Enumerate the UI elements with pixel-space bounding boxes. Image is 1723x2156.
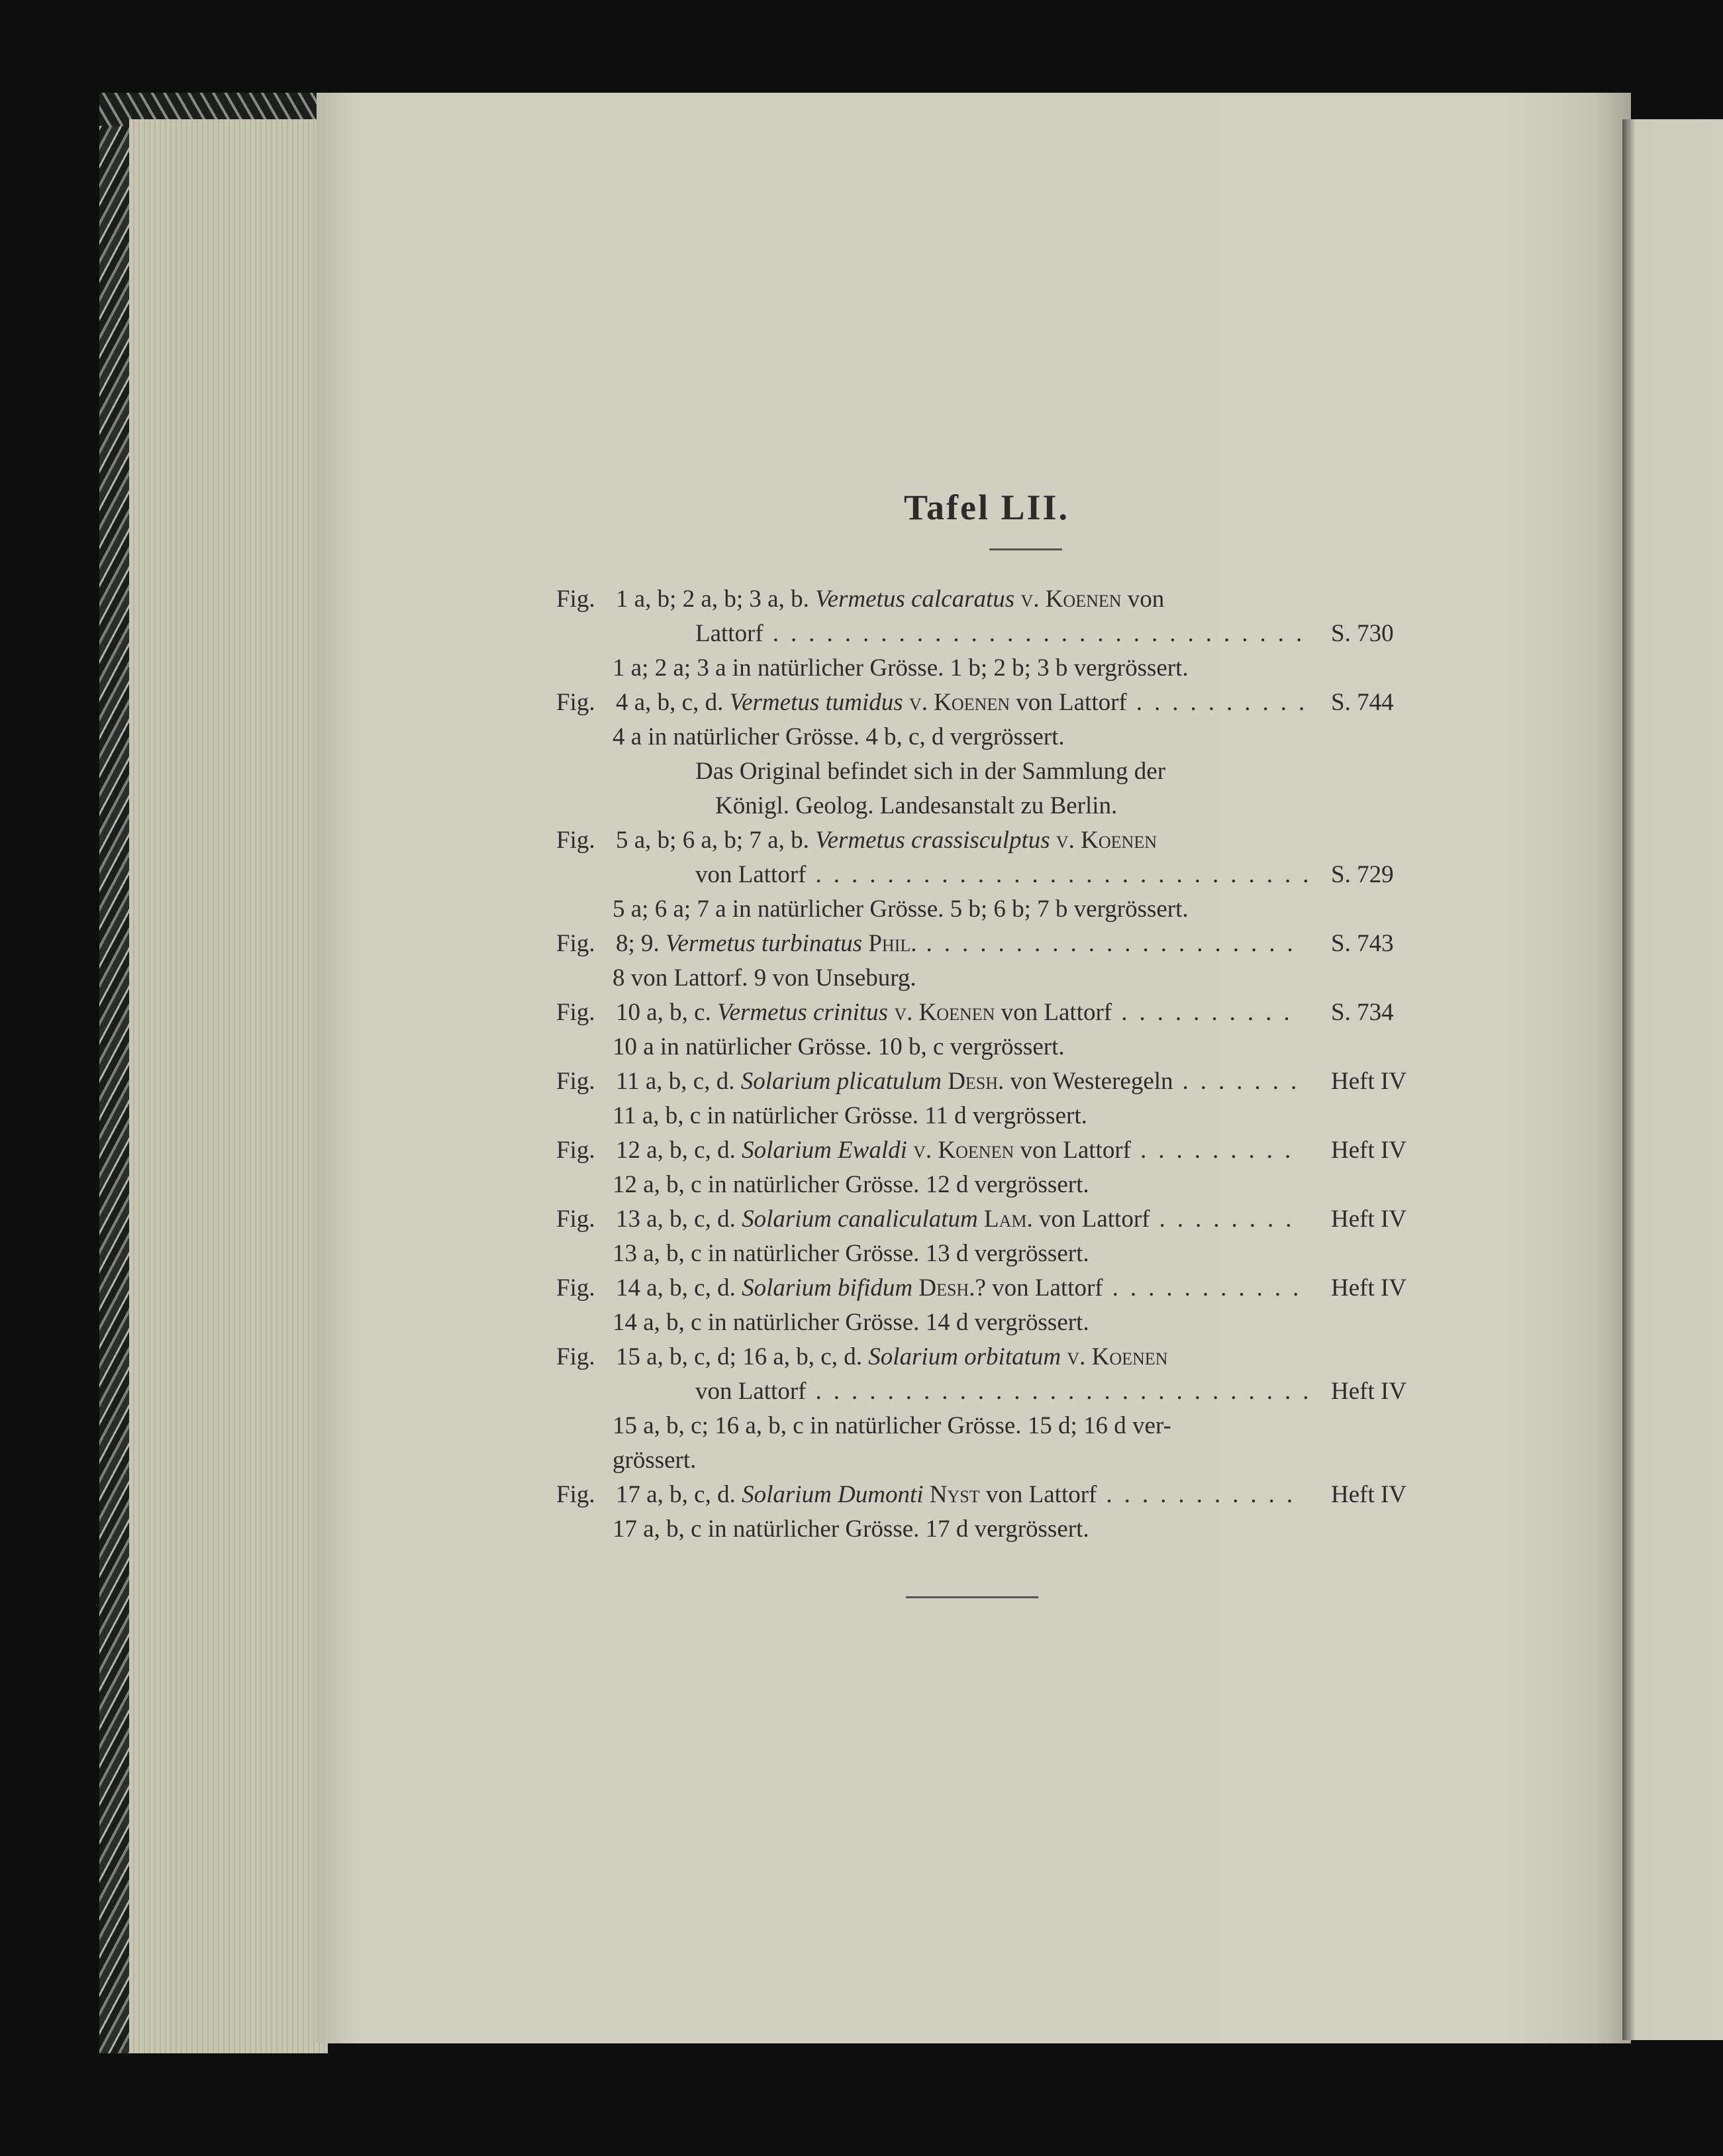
text-line	[556, 720, 1417, 754]
figure-numbers	[616, 823, 1157, 858]
page-reference: Heft IV	[1331, 1274, 1407, 1302]
page-reference: Heft IV	[1331, 1068, 1407, 1095]
figure-number-list: 4 a, b, c, d.	[616, 689, 724, 716]
text-line	[556, 1202, 1417, 1237]
page-reference: Heft IV	[1331, 1378, 1407, 1405]
plate-title: Tafel LII.	[903, 488, 1070, 527]
text-line	[556, 1374, 1417, 1409]
text-line	[556, 789, 1417, 823]
size-note: 8 von Lattorf. 9 von Unseburg.	[613, 964, 916, 992]
size-note: 13 a, b, c in natürlicher Grösse. 13 d vergrössert.	[613, 1240, 1089, 1267]
size-note: 5 a; 6 a; 7 a in natürlicher Grösse. 5 b; 6 b; 7 b vergrössert.	[613, 896, 1189, 923]
figure-number-list: 14 a, b, c, d.	[616, 1274, 736, 1302]
figure-number-list: 5 a, b; 6 a, b; 7 a, b.	[616, 827, 809, 854]
locality: von Lattorf	[1038, 1206, 1150, 1233]
text-line	[556, 1306, 1417, 1340]
species-author: v. Koenen	[894, 999, 995, 1026]
text-line	[556, 1099, 1417, 1133]
species-name: Vermetus crinitus	[717, 999, 889, 1026]
page-reference: Heft IV	[1331, 1206, 1407, 1233]
size-note: 1 a; 2 a; 3 a in natürlicher Grösse. 1 b; 2 b; 3 b vergrössert.	[613, 654, 1189, 682]
species-name: Solarium Dumonti	[742, 1481, 924, 1508]
figure-numbers	[616, 686, 1127, 720]
page-reference: S. 744	[1331, 689, 1394, 716]
species-name: Solarium plicatulum	[740, 1068, 942, 1095]
continuation: Lattorf	[695, 620, 763, 647]
figure-entry	[556, 1064, 1417, 1133]
text-line	[556, 996, 1417, 1030]
species-name: Vermetus turbinatus	[665, 930, 863, 957]
species-author: v. Koenen	[1067, 1343, 1168, 1370]
species-name: Solarium orbitatum	[868, 1343, 1061, 1370]
figure-numbers	[616, 1340, 1167, 1374]
figure-numbers	[616, 1271, 1103, 1306]
species-name: Vermetus crassisculptus	[815, 827, 1050, 854]
size-note: 12 a, b, c in natürlicher Grösse. 12 d vergrössert.	[613, 1171, 1089, 1198]
text-line	[556, 617, 1417, 651]
size-note: 15 a, b, c; 16 a, b, c in natürlicher Grösse. 15 d; 16 d ver-	[613, 1412, 1171, 1439]
species-author: Lam.	[983, 1206, 1033, 1233]
text-line	[556, 1030, 1417, 1064]
figure-entry	[556, 1202, 1417, 1271]
locality: von Lattorf	[1016, 689, 1127, 716]
figure-entry	[556, 927, 1417, 996]
text-line	[556, 686, 1417, 720]
leader-dots: ............................	[815, 861, 1321, 888]
size-note: 4 a in natürlicher Grösse. 4 b, c, d vergrössert.	[613, 723, 1065, 750]
text-line	[556, 1237, 1417, 1271]
fig-label: Fig.	[556, 1274, 595, 1302]
page-reference: Heft IV	[1331, 1481, 1407, 1508]
size-note: 14 a, b, c in natürlicher Grösse. 14 d vergrössert.	[613, 1309, 1089, 1336]
figure-entry	[556, 996, 1417, 1064]
species-author: Desh.	[948, 1068, 1005, 1095]
collection-note: Das Original befindet sich in der Sammlung der	[695, 758, 1166, 785]
figure-number-list: 11 a, b, c, d.	[616, 1068, 735, 1095]
figure-number-list: 13 a, b, c, d.	[616, 1206, 736, 1233]
leader-dots: .....................	[926, 930, 1305, 957]
text-line	[556, 823, 1417, 858]
fig-label: Fig.	[556, 586, 595, 613]
fig-label: Fig.	[556, 827, 595, 854]
locality: von Lattorf	[992, 1274, 1103, 1302]
page-reference: S. 730	[1331, 620, 1394, 647]
page-reference: Heft IV	[1331, 1137, 1407, 1164]
figure-numbers	[616, 1064, 1173, 1099]
fig-label: Fig.	[556, 1481, 595, 1508]
text-line	[556, 1064, 1417, 1099]
locality: von Lattorf	[985, 1481, 1097, 1508]
figure-numbers	[616, 582, 1164, 617]
fig-label: Fig.	[556, 1068, 595, 1095]
size-note: grössert.	[613, 1447, 697, 1474]
figure-numbers	[616, 996, 1112, 1030]
facing-page-edge	[1622, 119, 1723, 2040]
fig-label: Fig.	[556, 999, 595, 1026]
closing-rule	[906, 1596, 1038, 1598]
page-reference: S. 729	[1331, 861, 1394, 888]
leader-dots: ............................	[815, 1378, 1321, 1405]
species-author: Nyst	[929, 1481, 980, 1508]
size-note: 17 a, b, c in natürlicher Grösse. 17 d vergrössert.	[613, 1515, 1089, 1543]
leader-dots: ...........	[1112, 1274, 1311, 1302]
page-reference: S. 743	[1331, 930, 1394, 957]
text-line	[556, 858, 1417, 892]
locality: von	[1127, 586, 1165, 613]
species-name: Vermetus calcaratus	[815, 586, 1015, 613]
figure-number-list: 17 a, b, c, d.	[616, 1481, 736, 1508]
figure-entry	[556, 1133, 1417, 1202]
text-line	[556, 754, 1417, 789]
figure-numbers	[616, 1478, 1097, 1512]
figure-number-list: 15 a, b, c, d; 16 a, b, c, d.	[616, 1343, 862, 1370]
page-reference: S. 734	[1331, 999, 1394, 1026]
leader-dots: .........	[1140, 1137, 1303, 1164]
fig-label: Fig.	[556, 1137, 595, 1164]
text-line	[556, 1478, 1417, 1512]
text-line	[556, 1133, 1417, 1168]
fig-label: Fig.	[556, 1206, 595, 1233]
fig-label: Fig.	[556, 689, 595, 716]
collection-note: Königl. Geolog. Landesanstalt zu Berlin.	[715, 792, 1118, 819]
leader-dots: ..............................	[772, 620, 1314, 647]
title-rule	[989, 548, 1062, 550]
text-line	[556, 1168, 1417, 1202]
locality: von Westeregeln	[1010, 1068, 1173, 1095]
leader-dots: ..........	[1136, 689, 1317, 716]
figure-entry	[556, 823, 1417, 927]
figure-number-list: 1 a, b; 2 a, b; 3 a, b.	[616, 586, 809, 613]
species-author: Phil.	[868, 930, 917, 957]
species-author: v. Koenen	[1056, 827, 1157, 854]
text-line	[556, 927, 1417, 961]
locality: von Lattorf	[1020, 1137, 1131, 1164]
text-line	[556, 961, 1417, 996]
fig-label: Fig.	[556, 930, 595, 957]
text-line	[556, 651, 1417, 686]
locality: von Lattorf	[1001, 999, 1112, 1026]
text-line	[556, 1340, 1417, 1374]
figure-entry	[556, 686, 1417, 823]
leader-dots: ...........	[1106, 1481, 1305, 1508]
figure-list	[556, 582, 1417, 1547]
figure-entry	[556, 1271, 1417, 1340]
species-name: Solarium bifidum	[742, 1274, 913, 1302]
figure-numbers	[616, 1133, 1131, 1168]
figure-entry	[556, 1478, 1417, 1547]
species-author: v. Koenen	[913, 1137, 1014, 1164]
figure-number-list: 12 a, b, c, d.	[616, 1137, 736, 1164]
size-note: 11 a, b, c in natürlicher Grösse. 11 d vergrössert.	[613, 1102, 1087, 1129]
text-line	[556, 1271, 1417, 1306]
figure-numbers	[616, 1202, 1150, 1237]
species-author: v. Koenen	[909, 689, 1010, 716]
leader-dots: .......	[1182, 1068, 1309, 1095]
text-line	[556, 892, 1417, 927]
figure-number-list: 10 a, b, c.	[616, 999, 711, 1026]
continuation: von Lattorf	[695, 1378, 807, 1405]
text-line	[556, 1409, 1417, 1443]
page-content	[556, 450, 1417, 1547]
text-line	[556, 1443, 1417, 1478]
species-name: Vermetus tumidus	[729, 689, 903, 716]
page-stack-edges	[129, 119, 328, 2053]
figure-number-list: 8; 9.	[616, 930, 660, 957]
species-name: Solarium Ewaldi	[742, 1137, 907, 1164]
leader-dots: ..........	[1121, 999, 1302, 1026]
size-note: 10 a in natürlicher Grösse. 10 b, c vergrössert.	[613, 1033, 1065, 1060]
species-author: Desh.?	[918, 1274, 986, 1302]
text-line	[556, 1512, 1417, 1547]
figure-entry	[556, 1340, 1417, 1478]
text-line	[556, 582, 1417, 617]
leader-dots: ........	[1159, 1206, 1304, 1233]
fig-label: Fig.	[556, 1343, 595, 1370]
species-name: Solarium canaliculatum	[742, 1206, 978, 1233]
species-author: v. Koenen	[1020, 586, 1122, 613]
figure-numbers	[616, 927, 916, 961]
continuation: von Lattorf	[695, 861, 807, 888]
figure-entry	[556, 582, 1417, 686]
